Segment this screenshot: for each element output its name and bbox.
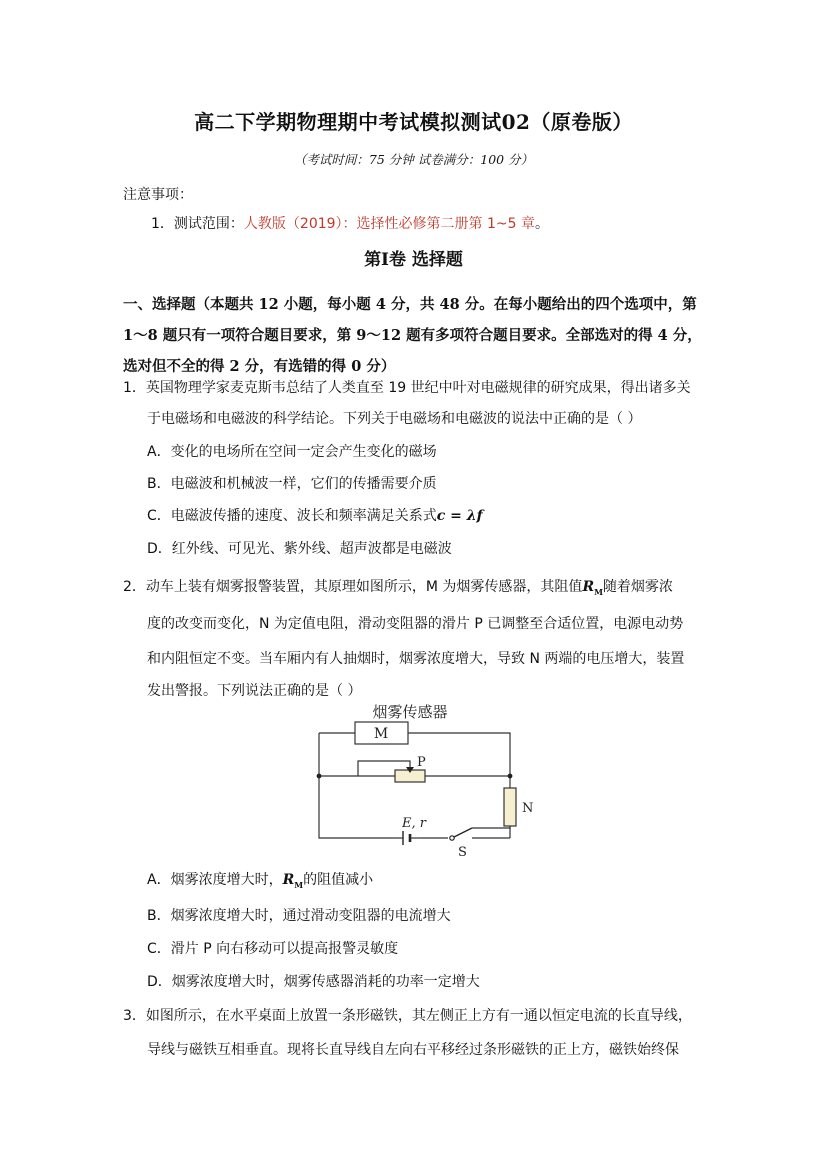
q2-stem-line1	[123, 576, 673, 597]
q1-stem-line2: 于电磁场和电磁波的科学结论。下列关于电磁场和电磁波的说法中正确的是（ ）	[147, 411, 642, 427]
q2-option-c: C．滑片 P 向右移动可以提高报警灵敏度	[147, 941, 399, 957]
part-title: 第Ⅰ卷 选择题	[364, 250, 463, 270]
q1-stem-line1: 1．英国物理学家麦克斯韦总结了人类直至 19 世纪中叶对电磁规律的研究成果，得出诸多关	[123, 380, 691, 396]
switch-pivot	[450, 836, 454, 840]
q1-option-c-text: C．电磁波传播的速度、波长和频率满足关系式	[147, 508, 437, 524]
wire-left-bottom	[319, 733, 399, 838]
junction-left	[317, 774, 322, 779]
q2-option-d: D．烟雾浓度增大时，烟雾传感器消耗的功率一定增大	[147, 974, 480, 990]
junction-right	[508, 774, 513, 779]
q2-stem-line4: 发出警报。下列说法正确的是（ ）	[147, 683, 362, 699]
q2-stem-line2: 度的改变而变化，N 为定值电阻，滑动变阻器的滑片 P 已调整至合适位置，电源电动势	[147, 616, 684, 632]
smoke-alarm-circuit-diagram	[300, 700, 534, 860]
switch-label: S	[458, 845, 467, 860]
switch-lever	[454, 828, 472, 837]
q3-stem-line1: 3．如图所示，在水平桌面上放置一条形磁铁，其左侧正上方有一通以恒定电流的长直导线，	[123, 1008, 692, 1024]
q2-line1b: 随着烟雾浓	[602, 579, 673, 595]
scope-prefix: 1．测试范围：	[151, 216, 244, 232]
section-instructions: 一、选择题（本题共 12 小题，每小题 4 分，共 48 分。在每小题给出的四个选项中，第 1～8 题只有一项符合题目要求，第 9～12 题有多项符合题目要求。全部选对的得 4 分，选对但不全的得 2 分，有选错的得 0 分）	[123, 296, 702, 375]
q3-stem-line2: 导线与磁铁互相垂直。现将长直导线自左向右平移经过条形磁铁的正上方，磁铁始终保	[147, 1042, 679, 1058]
exam-info: （考试时间：75 分钟 试卷满分：100 分）	[293, 152, 534, 167]
q2-option-b: B．烟雾浓度增大时，通过滑动变阻器的电流增大	[147, 908, 451, 924]
q2-stem-line3: 和内阻恒定不变。当车厢内有人抽烟时，烟雾浓度增大，导致 N 两端的电压增大，装置	[147, 651, 685, 667]
sensor-title: 烟雾传感器	[372, 703, 448, 721]
notes-heading: 注意事项：	[123, 187, 193, 203]
test-scope	[151, 213, 549, 233]
resistor-n-label: N	[522, 801, 534, 816]
rm-symbol: $R_M$	[582, 579, 603, 597]
sensor-m-label: M	[373, 726, 389, 742]
q2-option-a-post: 的阻值减小	[303, 872, 374, 888]
page-title: 高二下学期物理期中考试模拟测试02（原卷版）	[194, 110, 633, 134]
q1-option-d: D．红外线、可见光、紫外线、超声波都是电磁波	[147, 541, 452, 557]
rm-symbol-option: $R_M$	[282, 872, 304, 890]
resistor-n	[504, 788, 516, 826]
q1-option-c	[147, 505, 483, 525]
scope-highlight: 人教版（2019）：选择性必修第二册第 1~5 章	[243, 216, 535, 232]
q1-option-a: A．变化的电场所在空间一定会产生变化的磁场	[147, 444, 437, 460]
q1-formula: c = λf	[436, 508, 483, 524]
q2-option-a	[147, 869, 373, 890]
battery-label: E, r	[402, 816, 426, 831]
q1-option-b: B．电磁波和机械波一样，它们的传播需要介质	[147, 476, 437, 492]
slider-p-label: P	[417, 755, 426, 770]
scope-suffix: 。	[535, 216, 549, 232]
q2-option-a-pre: A．烟雾浓度增大时，	[147, 872, 283, 888]
q2-line1a: 2．动车上装有烟雾报警装置，其原理如图所示，M 为烟雾传感器，其阻值	[123, 579, 583, 595]
